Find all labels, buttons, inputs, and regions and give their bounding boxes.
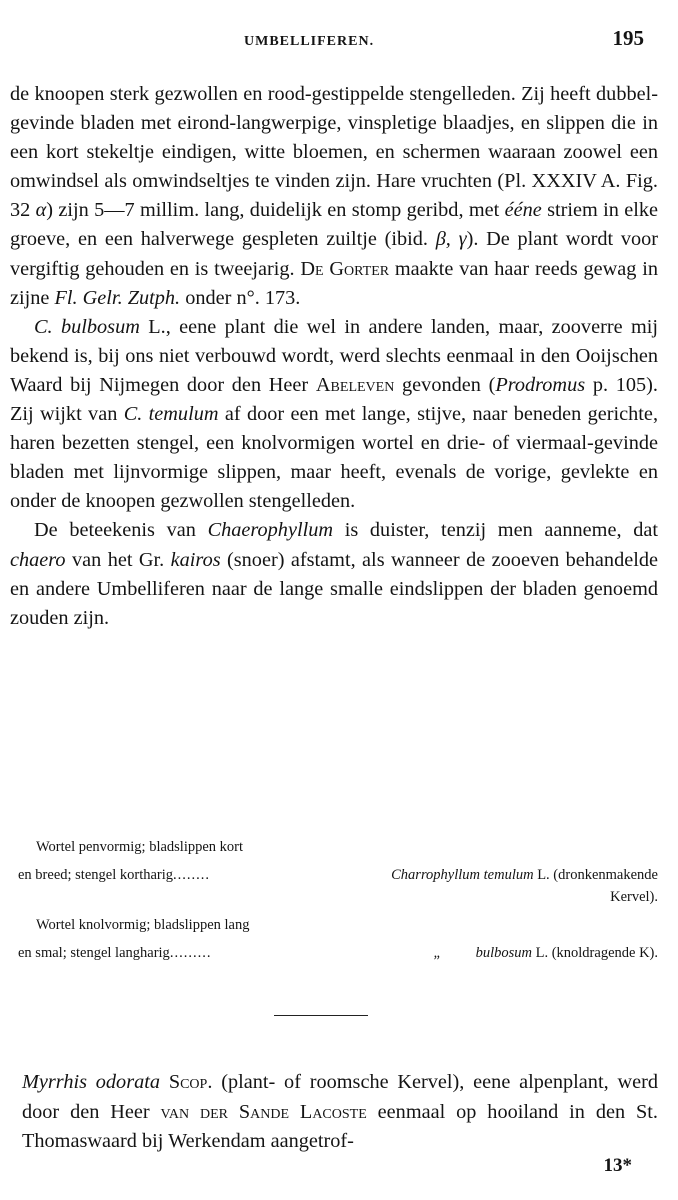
species-name: C. bulbosum bbox=[34, 315, 140, 338]
key-line: en smal; stengel langharig......... bbox=[18, 945, 212, 961]
page-number: 195 bbox=[612, 26, 644, 50]
ditto-mark: „ bbox=[433, 945, 442, 961]
tail-text bbox=[22, 1068, 658, 1157]
genus-name: Chaerophyllum bbox=[207, 519, 334, 542]
person-prefix: van der bbox=[160, 1100, 228, 1123]
source-title: Prodromus bbox=[495, 373, 586, 396]
running-head bbox=[0, 26, 678, 54]
key-species-name: Charrophyllum temulum bbox=[391, 867, 534, 883]
key-entry bbox=[18, 914, 658, 974]
paragraph-continuation: de knoopen sterk gezwollen en rood-gestippelde stengelleden. Zij heeft dubbel-gevinde bladen met eirond-langwerpige, vinspletige blaadjes, en slippen die in een kort stekeltje eindigen, witte bloemen, en schermen waaraan zoowel een omwindsel als omwindseltjes te vinden zijn. Hare vruchten (Pl. XXXIV A. Fig. 32 α) zijn 5—7 millim. lang, duidelijk en stomp geribd, met ééne striem in elke groeve, en een halverwege gespleten zuiltje (ibid. β, γ). De plant wordt voor vergiftig gehouden en is tweejarig. De Gorter maakte van haar reeds gewag in zijne Fl. Gelr. Zutph. onder n°. 173. bbox=[10, 83, 659, 309]
key-entry bbox=[18, 836, 658, 914]
body-text bbox=[10, 80, 658, 633]
work-title: Fl. Gelr. Zutph. bbox=[54, 286, 181, 309]
key-line: en breed; stengel kortharig........ bbox=[18, 867, 211, 883]
greek-word: kairos bbox=[170, 548, 221, 571]
key-result-continuation: Kervel). bbox=[610, 889, 658, 905]
key-line: Wortel knolvormig; bladslippen lang bbox=[36, 917, 250, 933]
author-name: De Gorter bbox=[300, 257, 390, 280]
author-abbrev: Scop. bbox=[168, 1071, 213, 1093]
greek-alpha: α bbox=[35, 199, 47, 222]
paragraph-etymology: De beteekenis van Chaerophyllum is duister, tenzij men aanneme, dat chaero van het Gr. kairos (snoer) afstamt, als wanneer de zooeven behandelde en andere Umbelliferen naar de lange smalle eindslippen der bladen genoemd zouden zijn. bbox=[10, 519, 658, 629]
section-separator bbox=[274, 1015, 368, 1016]
identification-key bbox=[18, 836, 658, 974]
emphasis-eene: ééne bbox=[504, 199, 542, 222]
key-result: Charrophyllum temulum L. (dronkenmakende bbox=[391, 867, 658, 883]
species-compare: C. temulum bbox=[123, 403, 219, 426]
key-species-name: bulbosum bbox=[475, 945, 532, 961]
word-root: chaero bbox=[10, 548, 66, 571]
person-name: Abeleven bbox=[315, 373, 395, 396]
signature-mark: 13* bbox=[603, 1155, 632, 1176]
running-title: UMBELLIFEREN. bbox=[244, 34, 375, 49]
key-leader-dots: ......... bbox=[169, 945, 212, 961]
key-result: „ bulbosum L. (knoldragende K). bbox=[433, 942, 658, 964]
person-name: Sande Lacoste bbox=[238, 1100, 367, 1123]
species-name: Myrrhis odorata bbox=[22, 1071, 161, 1093]
key-line: Wortel penvormig; bladslippen kort bbox=[36, 839, 244, 855]
greek-beta-gamma: β, γ bbox=[435, 228, 467, 251]
key-leader-dots: ........ bbox=[173, 867, 211, 883]
paragraph-bulbosum: C. bulbosum L., eene plant die wel in andere landen, maar, zooverre mij bekend is, bij ons niet verbouwd wordt, werd slechts eenmaal in den Ooijschen Waard bij Nijmegen door den Heer Abeleven gevonden (Prodromus p. 105). Zij wijkt van C. temulum af door een met lange, stijve, naar beneden gerichte, haren bezetten stengel, een knolvormigen wortel en drie- of viermaal-gevinde bladen met lijnvormige slippen, maar heeft, evenals de vorige, gevlekte en onder de knoopen gezwollen stengelleden. bbox=[10, 315, 659, 513]
paragraph-myrrhis: Myrrhis odorata Scop. (plant- of roomsche Kervel), eene alpenplant, werd door den Heer van der Sande Lacoste eenmaal op hooiland in den St. Thomaswaard bij Werkendam aangetrof- bbox=[22, 1071, 658, 1152]
